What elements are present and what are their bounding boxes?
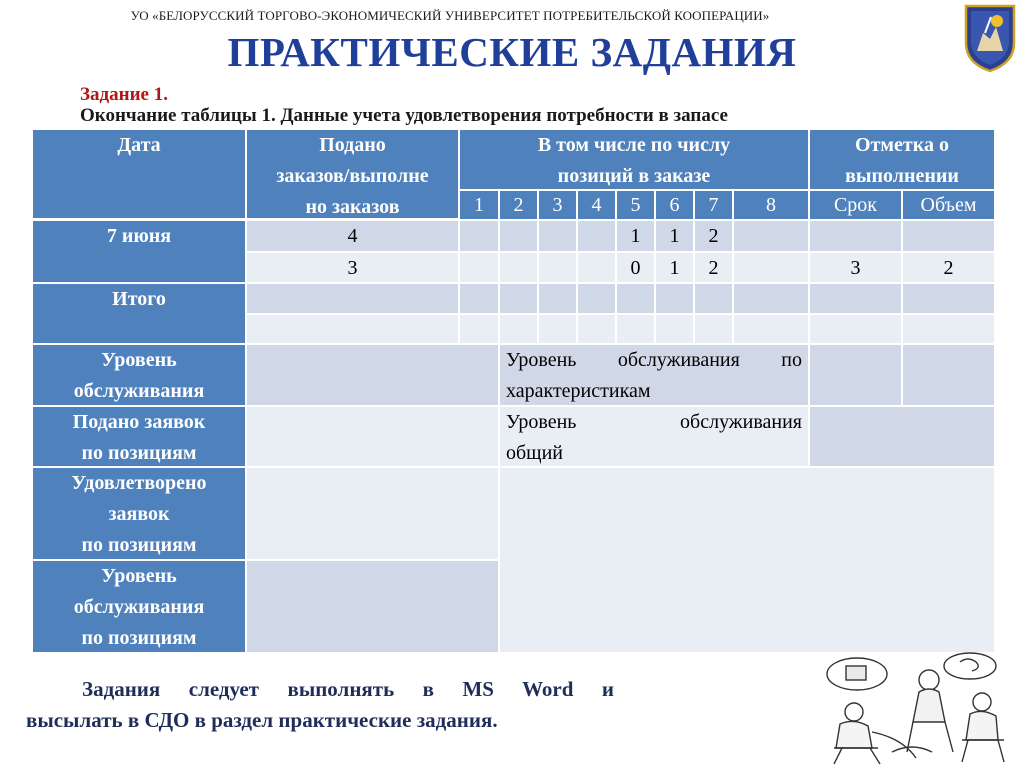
r2-srok: 3: [810, 253, 901, 282]
instruction-note: [26, 674, 614, 736]
t2-p3: [539, 315, 576, 343]
people-discussion-illustration: [812, 652, 1022, 767]
label-service-positions: [33, 561, 245, 652]
r1-p8: [734, 221, 808, 251]
service-level-value: [247, 345, 498, 405]
label-service-total: [500, 407, 808, 466]
t1-srok: [810, 284, 901, 313]
label-satisfied-positions-line3: по позициям: [81, 534, 197, 556]
label-service-total-line1: Уровень обслуживания: [506, 411, 802, 433]
t1-p8: [734, 284, 808, 313]
r2-obem: 2: [903, 253, 994, 282]
t2-obem: [903, 315, 994, 343]
header-submitted-line1: Подано: [319, 134, 386, 156]
service-char-obem: [903, 345, 994, 405]
header-including-line1: В том числе по числу: [537, 134, 731, 156]
r2-p7: 2: [695, 253, 732, 282]
university-emblem: [963, 3, 1017, 73]
r2-p6: 1: [656, 253, 693, 282]
t2-p7: [695, 315, 732, 343]
page-title: ПРАКТИЧЕСКИЕ ЗАДАНИЯ: [227, 29, 797, 75]
r2-p2: [500, 253, 537, 282]
row-date-label: 7 июня: [33, 221, 245, 282]
label-service-char: [500, 345, 808, 405]
r1-p5: 1: [617, 221, 654, 251]
organization-name: УО «БЕЛОРУССКИЙ ТОРГОВО-ЭКОНОМИЧЕСКИЙ УНИВЕРСИТЕТ ПОТРЕБИТЕЛЬСКОЙ КООПЕРАЦИИ»: [130, 8, 770, 23]
r1-p7: 2: [695, 221, 732, 251]
position-col-8: 8: [734, 191, 808, 219]
position-col-4: 4: [578, 191, 615, 219]
label-service-level-line2: обслуживания: [73, 380, 205, 402]
r2-p4: [578, 253, 615, 282]
label-submitted-positions: [33, 407, 245, 466]
label-satisfied-positions-line2: заявок: [108, 503, 170, 525]
empty-merged-area: [500, 468, 994, 652]
satisfied-positions-value: [247, 468, 498, 559]
header-including: [460, 130, 808, 189]
r1-p3: [539, 221, 576, 251]
label-service-positions-line1: Уровень: [101, 565, 177, 587]
header-submitted: [247, 130, 458, 218]
header-date: [33, 130, 245, 218]
r2-p1: [460, 253, 498, 282]
position-col-7: 7: [695, 191, 732, 219]
t1-p7: [695, 284, 732, 313]
task-label: Задание 1.: [80, 84, 168, 105]
r1-p1: [460, 221, 498, 251]
r1-obem: [903, 221, 994, 251]
t2-p8: [734, 315, 808, 343]
t1-p6: [656, 284, 693, 313]
label-service-positions-line3: по позициям: [81, 627, 197, 649]
t1-submitted: [247, 284, 458, 313]
header-submitted-line3: но заказов: [305, 196, 400, 218]
t2-p4: [578, 315, 615, 343]
service-positions-value: [247, 561, 498, 652]
r1-srok: [810, 221, 901, 251]
position-col-6: 6: [656, 191, 693, 219]
r1-submitted: 4: [247, 221, 458, 251]
t1-obem: [903, 284, 994, 313]
label-service-total-line2: общий: [506, 442, 563, 464]
label-service-char-line2: характеристикам: [506, 380, 651, 402]
r2-p5: 0: [617, 253, 654, 282]
instruction-line2: высылать в СДО в раздел практические задания.: [26, 708, 498, 732]
header-including-line2: позиций в заказе: [557, 165, 711, 187]
position-col-3: 3: [539, 191, 576, 219]
t2-p1: [460, 315, 498, 343]
r1-p2: [500, 221, 537, 251]
label-service-char-line1: Уровень обслуживания по: [506, 349, 802, 371]
r2-submitted: 3: [247, 253, 458, 282]
submitted-positions-value: [247, 407, 498, 466]
position-col-5: 5: [617, 191, 654, 219]
label-submitted-positions-line2: по позициям: [81, 442, 197, 464]
row-total-label: Итого: [33, 284, 245, 343]
instruction-line1: Задания следует выполнять в MS Word и: [82, 677, 614, 701]
r2-p3: [539, 253, 576, 282]
t1-p2: [500, 284, 537, 313]
mark-col-obem: Объем: [903, 191, 994, 219]
table-caption: Окончание таблицы 1. Данные учета удовлетворения потребности в запасе: [80, 105, 728, 126]
t2-p2: [500, 315, 537, 343]
t1-p5: [617, 284, 654, 313]
r2-p8: [734, 253, 808, 282]
header-mark-line1: Отметка о: [855, 134, 949, 156]
label-satisfied-positions-line1: Удовлетворено: [71, 472, 207, 494]
header-mark: [810, 130, 994, 189]
r1-p6: 1: [656, 221, 693, 251]
header-mark-line2: выполнении: [845, 165, 959, 187]
label-service-positions-line2: обслуживания: [73, 596, 205, 618]
t1-p4: [578, 284, 615, 313]
header-date-text: Дата: [117, 134, 161, 156]
label-service-level: [33, 345, 245, 405]
t1-p3: [539, 284, 576, 313]
service-total-value: [810, 407, 994, 466]
t2-submitted: [247, 315, 458, 343]
t2-p5: [617, 315, 654, 343]
label-satisfied-positions: [33, 468, 245, 559]
t2-srok: [810, 315, 901, 343]
position-col-1: 1: [460, 191, 498, 219]
label-submitted-positions-line1: Подано заявок: [72, 411, 206, 433]
r1-p4: [578, 221, 615, 251]
label-service-level-line1: Уровень: [101, 349, 177, 371]
position-col-2: 2: [500, 191, 537, 219]
header-submitted-line2: заказов/выполне: [276, 165, 429, 187]
t1-p1: [460, 284, 498, 313]
t2-p6: [656, 315, 693, 343]
service-char-srok: [810, 345, 901, 405]
mark-col-srok: Срок: [810, 191, 901, 219]
